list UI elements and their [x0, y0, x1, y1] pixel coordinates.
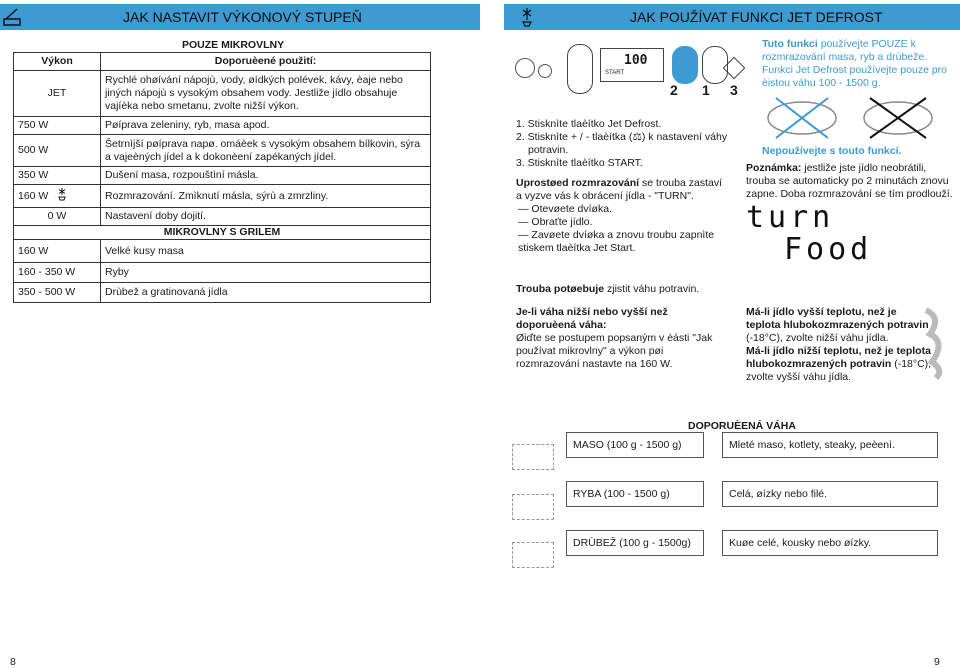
section-title-microwave-grill: MIKROVLNY S GRILEM — [14, 226, 431, 240]
temp-high-body: (-18°C), zvolte nižší váhu jídla. — [746, 332, 889, 344]
intro-text — [762, 38, 952, 90]
note-block — [746, 162, 954, 201]
middle-note-bold: Uprostøed rozmrazování — [516, 177, 640, 189]
table-row — [14, 240, 431, 263]
usage-cell: Pøíprava zeleniny, ryb, masa apod. — [101, 117, 431, 135]
start-label: START — [605, 70, 625, 76]
plus-minus-rocker — [567, 44, 593, 94]
table-row — [14, 208, 431, 226]
weights-title: DOPORUÈENÁ VÁHA — [688, 420, 796, 432]
weight-desc: Mleté maso, kotlety, steaky, peèenì. — [723, 433, 938, 458]
middle-note — [516, 177, 730, 255]
intro-bold: Tuto funkci — [762, 38, 818, 50]
warning-title: Nepoužívejte s touto funkcí. — [762, 145, 902, 157]
right-header-bar — [504, 4, 960, 30]
usage-cell: Šetrnìjší pøíprava napø. omáèek s vysokým obsahem bílkovin, sýra a vajeèných jídel a k dokonèení zapékaných jídel. — [101, 135, 431, 167]
jet-defrost-button — [672, 46, 698, 84]
middle-note-item: — Otevøete dvíøka. — [518, 203, 612, 215]
panel-label-2: 2 — [670, 82, 678, 98]
setting-pencil-icon — [0, 4, 24, 30]
weight-deviation-body: Øiďte se postupem popsaným v èásti "Jak používat mikrovlny" a výkon pøi rozmrazování nastavte na 160 W. — [516, 332, 713, 370]
usage-cell: Nastavení doby dojití. — [101, 208, 431, 226]
power-cell: 0 W — [14, 208, 101, 226]
power-cell-defrost — [14, 185, 101, 208]
section-title-row — [14, 226, 431, 240]
power-cell: 350 W — [14, 167, 101, 185]
table-row — [14, 71, 431, 117]
table-header-row — [14, 53, 431, 71]
table-row — [14, 283, 431, 303]
usage-cell: Drùbež a gratinovaná jídla — [101, 283, 431, 303]
weight-icon: ⚖ — [632, 131, 642, 143]
middle-note-body: se trouba zastaví a vyzve vás k obrácení jídla - "TURN". — [516, 177, 722, 202]
usage-cell: Ryby — [101, 263, 431, 283]
meat-icon — [512, 444, 554, 470]
right-header-title: JAK POUŽÍVAT FUNKCI JET DEFROST — [630, 9, 883, 25]
usage-cell: Dušení masa, rozpouštìní másla. — [101, 167, 431, 185]
food-icons-column — [512, 444, 556, 574]
page-number-left: 8 — [10, 656, 16, 668]
defrost-small-icon — [57, 187, 67, 205]
weigh-body: zjistit váhu potravin. — [604, 283, 700, 295]
table-row — [567, 531, 938, 556]
temp-low-body: (-18°C), zvolte vyšší váhu jídla. — [746, 358, 932, 383]
step-1: 1. Stisknìte tlaèítko Jet Defrost. — [516, 118, 662, 130]
steps-block — [516, 118, 736, 170]
usage-cell: Rozmrazování. Zmìknutí másla, sýrù a zmrzliny. — [101, 185, 431, 208]
left-header-title: JAK NASTAVIT VÝKONOVÝ STUPEŇ — [123, 9, 362, 25]
control-panel-illustration — [512, 36, 748, 110]
display-digits: 100 — [624, 53, 648, 68]
power-cell: 160 W — [14, 240, 101, 263]
table-row — [14, 135, 431, 167]
weights-table — [566, 432, 938, 556]
table-row — [14, 263, 431, 283]
weight-desc: Celá, øízky nebo filé. — [723, 482, 938, 507]
table-row — [14, 167, 431, 185]
temp-high-bold: Má-li jídlo vyšší teplotu, než je teplota hlubokozmrazených potravin — [746, 306, 929, 331]
note-bold: Poznámka: — [746, 162, 802, 174]
power-cell: 160 - 350 W — [14, 263, 101, 283]
grill-knob-icon — [538, 64, 552, 78]
temp-low-bold: Má-li jídlo nižší teplotu, než je teplota hlubokozmrazených potravin — [746, 345, 931, 370]
table-row — [567, 482, 938, 507]
section-title-microwave-only: POUZE MIKROVLNY — [182, 39, 285, 51]
power-table — [13, 52, 431, 303]
page-number-right: 9 — [934, 656, 940, 668]
poultry-icon — [512, 542, 554, 568]
middle-note-item: — Zavøete dvíøka a znovu troubu zapnìte stiskem tlaèítka Jet Start. — [518, 229, 715, 254]
middle-note-item: — Obraťte jídlo. — [518, 216, 593, 228]
panel-label-3: 3 — [730, 82, 738, 98]
weight-deviation-note — [516, 306, 726, 371]
col-header-usage: Doporuèené použití: — [101, 53, 431, 71]
display-turn: turn — [746, 200, 835, 235]
left-header-bar — [0, 4, 480, 30]
table-row — [567, 433, 938, 458]
note-body: jestliže jste jídlo neobrátili, trouba se automaticky po 2 minutách znovu zapne. Doba rozmrazování se tím prodlouží. — [746, 162, 953, 200]
frost-illustration — [920, 300, 954, 380]
defrost-icon — [518, 4, 542, 30]
step-3: 3. Stisknìte tlaèítko START. — [516, 157, 643, 169]
step-2: 2. Stisknìte + / - tlaèítka (⚖) k nastavení váhy — [516, 131, 728, 143]
weigh-note — [516, 283, 699, 296]
weight-item: DRÙBEŽ (100 g - 1500g) — [567, 531, 704, 556]
intro-body: používejte POUZE k rozmrazování masa, ryb a drùbeže. Funkci Jet Defrost používejte pouze pro èistou váhu 100 - 1500 g. — [762, 38, 948, 89]
weight-desc: Kuøe celé, kousky nebo øízky. — [723, 531, 938, 556]
weight-item: MASO (100 g - 1500 g) — [567, 433, 704, 458]
table-row — [14, 117, 431, 135]
no-plate-illustration — [758, 92, 948, 140]
panel-label-1: 1 — [702, 82, 710, 98]
power-value: 160 W — [18, 189, 49, 202]
power-cell: 500 W — [14, 135, 101, 167]
usage-cell: Velké kusy masa — [101, 240, 431, 263]
display-food: Food — [784, 232, 873, 267]
step-2-cont: potravin. — [528, 144, 569, 156]
power-knob-icon — [515, 58, 535, 78]
weigh-bold: Trouba potøebuje — [516, 283, 605, 295]
power-cell: JET — [14, 71, 101, 117]
power-cell: 750 W — [14, 117, 101, 135]
power-cell: 350 - 500 W — [14, 283, 101, 303]
table-row — [14, 185, 431, 208]
weight-deviation-bold: Je-li váha nižší nebo vyšší než doporuèená váha: — [516, 306, 668, 331]
fish-icon — [512, 494, 554, 520]
usage-cell: Rychlé ohøívání nápojù, vody, øídkých polévek, kávy, èaje nebo jiných nápojù s vysokým obsahem vody. Jestliže jídlo obsahuje vajíèka nebo smetanu, zvolte nižší výkon. — [101, 71, 431, 117]
col-header-power: Výkon — [14, 53, 101, 71]
temperature-note — [746, 306, 932, 384]
weight-item: RYBA (100 - 1500 g) — [567, 482, 704, 507]
